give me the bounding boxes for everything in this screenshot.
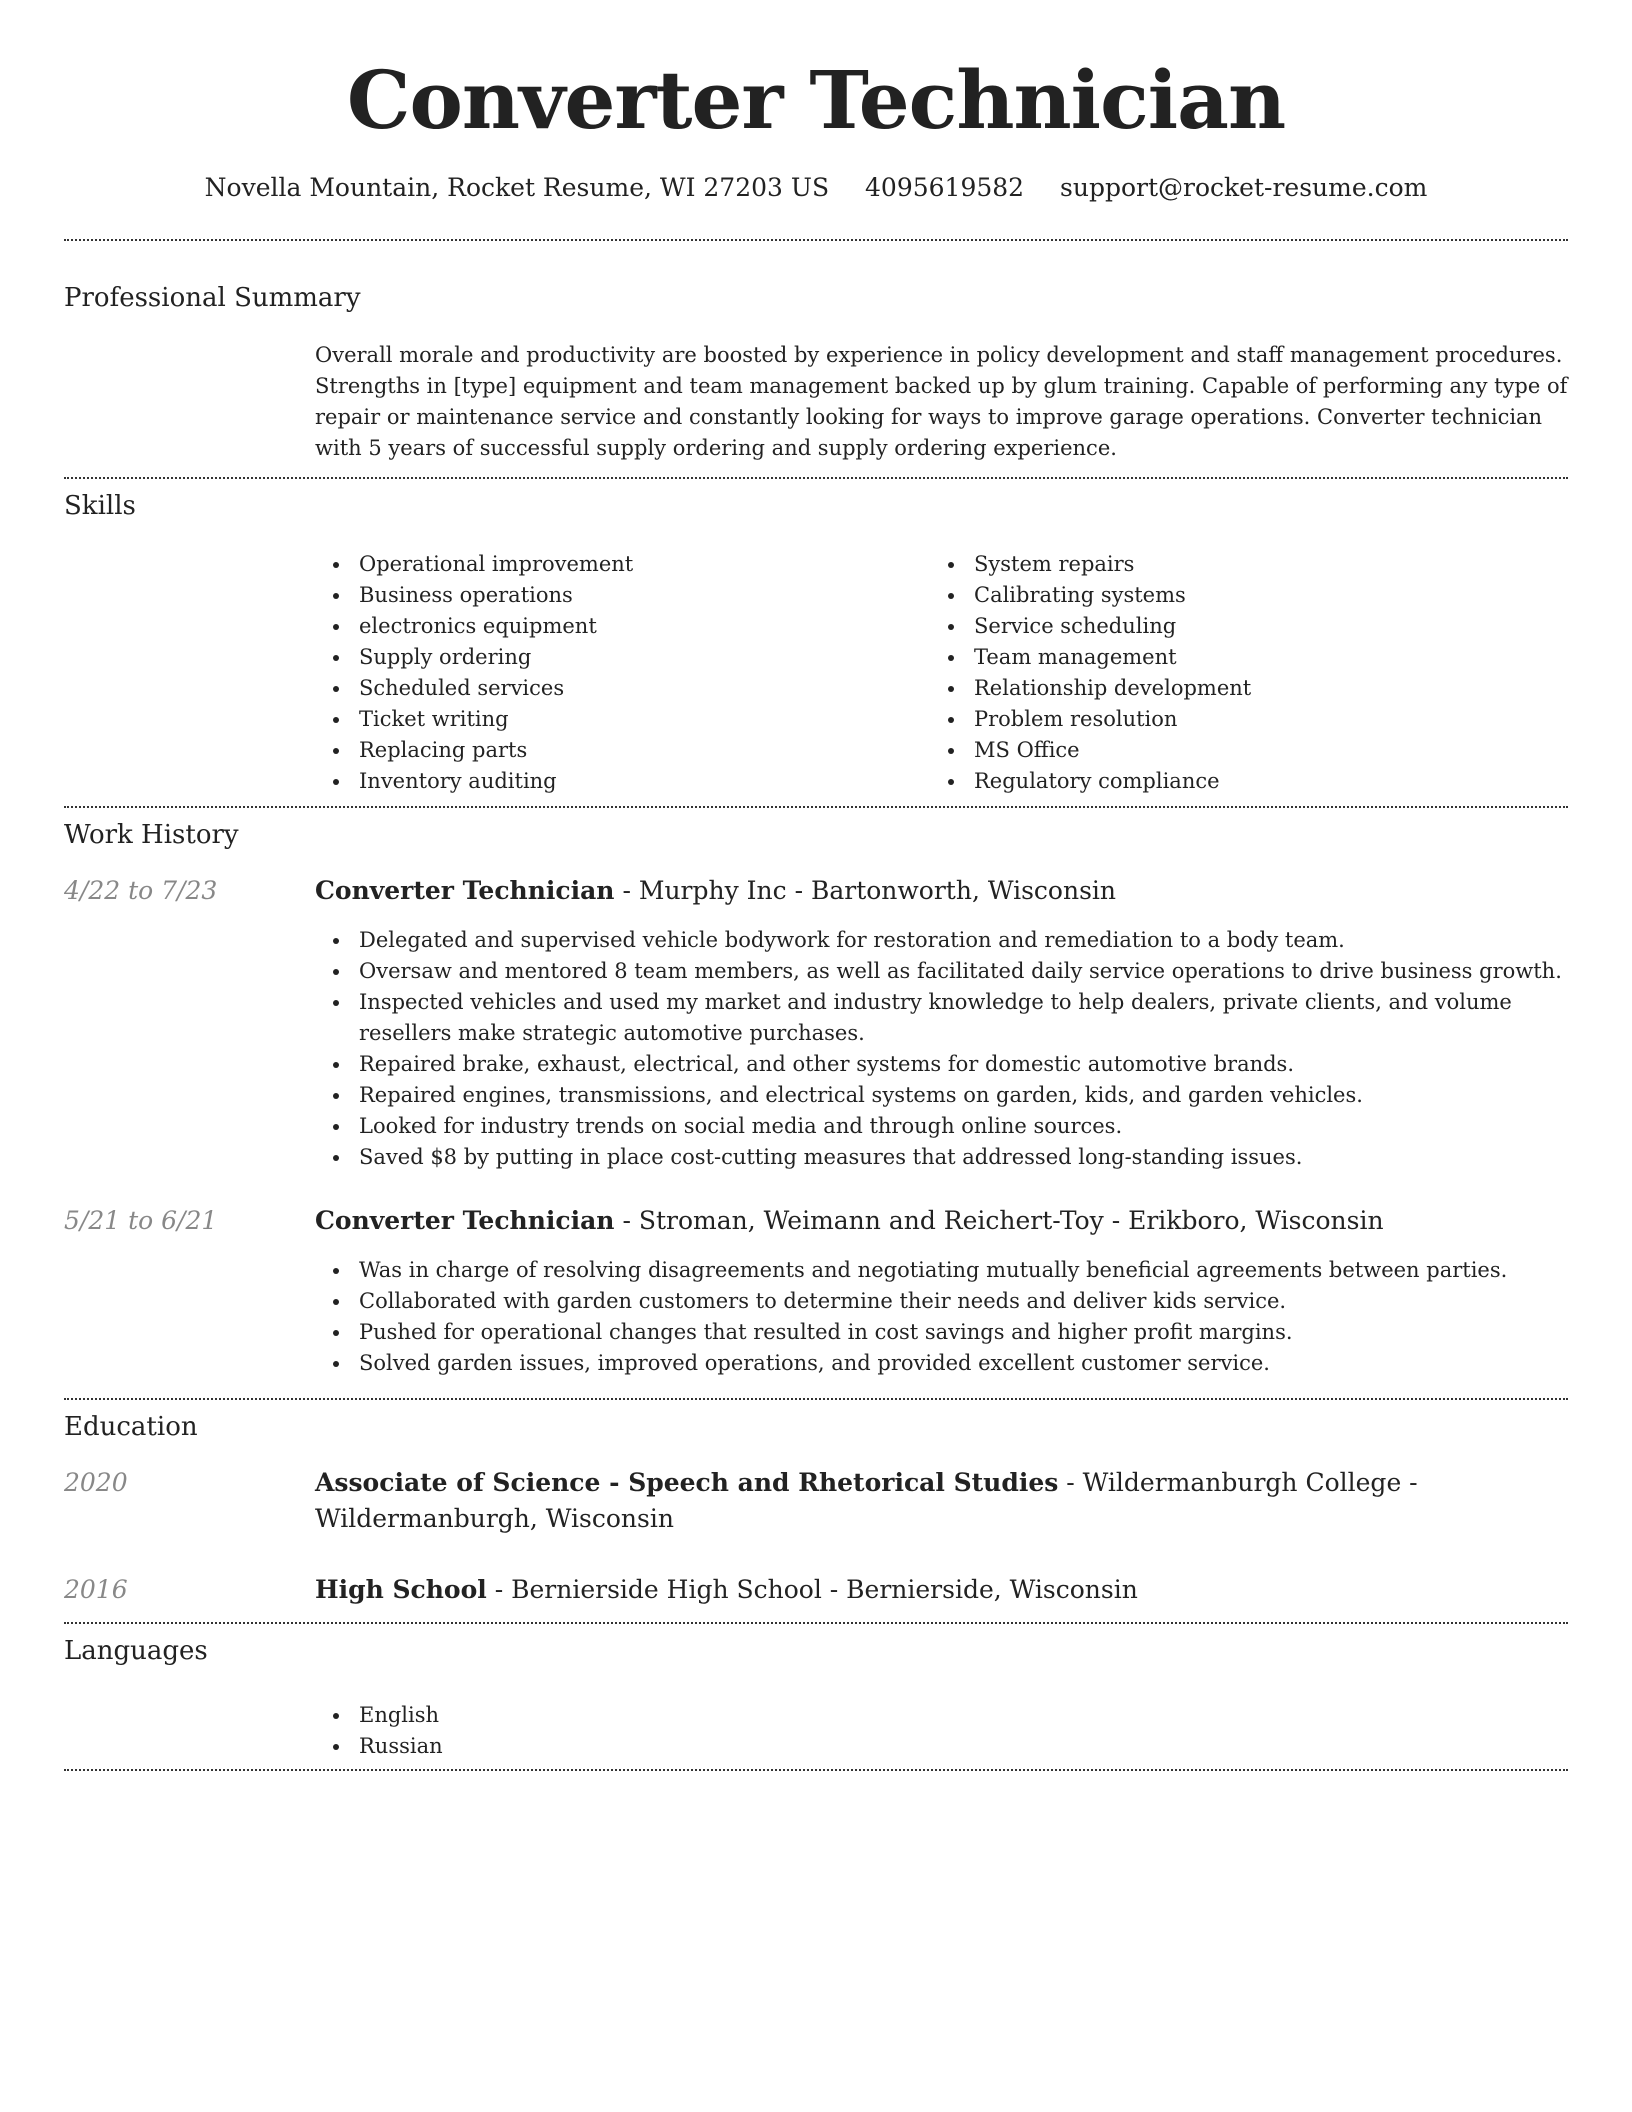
skill-item: Calibrating systems xyxy=(930,580,1530,611)
skill-item: Inventory auditing xyxy=(315,766,915,797)
job-bullet: Was in charge of resolving disagreements and negotiating mutually beneficial agreements between parties. xyxy=(315,1255,1568,1286)
job-bullet: Oversaw and mentored 8 team members, as well as facilitated daily service operations to drive business growth. xyxy=(315,956,1568,987)
skill-item: Business operations xyxy=(315,580,915,611)
education-school: - Bernierside High School - Bernierside, Wisconsin xyxy=(486,1575,1138,1604)
skill-item: Replacing parts xyxy=(315,735,915,766)
education-degree: Associate of Science - Speech and Rhetorical Studies xyxy=(315,1468,1059,1497)
job-bullets xyxy=(315,1255,1568,1379)
skill-item: Ticket writing xyxy=(315,704,915,735)
divider xyxy=(64,806,1568,808)
divider xyxy=(64,1622,1568,1624)
education-school: - Wildermanburgh College - Wildermanburgh, Wisconsin xyxy=(315,1468,1418,1533)
job-bullet: Delegated and supervised vehicle bodywork for restoration and remediation to a body team. xyxy=(315,925,1568,956)
job-employer: - Murphy Inc - Bartonworth, Wisconsin xyxy=(614,876,1117,905)
skills-heading: Skills xyxy=(64,491,136,521)
education-year: 2016 xyxy=(64,1575,128,1604)
divider xyxy=(64,477,1568,479)
job-bullet: Looked for industry trends on social media and through online sources. xyxy=(315,1111,1568,1142)
job-bullet: Collaborated with garden customers to determine their needs and deliver kids service. xyxy=(315,1286,1568,1317)
divider xyxy=(64,1398,1568,1400)
education-heading: Education xyxy=(64,1412,198,1442)
job-employer: - Stroman, Weimann and Reichert-Toy - Erikboro, Wisconsin xyxy=(614,1206,1384,1235)
education-entry xyxy=(315,1465,1495,1537)
divider xyxy=(64,1769,1568,1771)
divider xyxy=(64,239,1568,241)
skill-item: electronics equipment xyxy=(315,611,915,642)
job-bullet: Repaired engines, transmissions, and electrical systems on garden, kids, and garden vehicles. xyxy=(315,1080,1568,1111)
skill-item: MS Office xyxy=(930,735,1530,766)
job-bullet: Repaired brake, exhaust, electrical, and other systems for domestic automotive brands. xyxy=(315,1049,1568,1080)
languages-heading: Languages xyxy=(64,1636,208,1666)
skill-item: Problem resolution xyxy=(930,704,1530,735)
education-entry xyxy=(315,1572,1495,1608)
summary-text: Overall morale and productivity are boosted by experience in policy development and staff management procedures. Strengths in [type] equipment and team management backed up by glum training. Capable of performing any type of repair or maintenance service and constantly looking for ways to improve garage operations. Converter technician with 5 years of successful supply ordering and supply ordering experience. xyxy=(315,343,1568,460)
skill-item: Operational improvement xyxy=(315,549,915,580)
skill-item: Service scheduling xyxy=(930,611,1530,642)
skill-item: Regulatory compliance xyxy=(930,766,1530,797)
contact-phone: 4095619582 xyxy=(865,173,1025,202)
job-title xyxy=(315,1203,1568,1239)
skills-list-right xyxy=(930,549,1530,797)
job-bullet: Pushed for operational changes that resulted in cost savings and higher profit margins. xyxy=(315,1317,1568,1348)
education-degree: High School xyxy=(315,1575,487,1604)
contact-line xyxy=(64,170,1568,206)
job-bullet: Inspected vehicles and used my market and industry knowledge to help dealers, private clients, and volume resellers make strategic automotive purchases. xyxy=(315,987,1568,1049)
education-year: 2020 xyxy=(64,1468,128,1497)
skill-item: System repairs xyxy=(930,549,1530,580)
skills-list-left xyxy=(315,549,915,797)
job-bullet: Solved garden issues, improved operations, and provided excellent customer service. xyxy=(315,1348,1568,1379)
skill-item: Supply ordering xyxy=(315,642,915,673)
skill-item: Scheduled services xyxy=(315,673,915,704)
job-role: Converter Technician xyxy=(315,1206,615,1235)
candidate-name: Converter Technician xyxy=(346,53,1286,147)
languages-list xyxy=(315,1700,915,1762)
job-bullets xyxy=(315,925,1568,1173)
summary-heading: Professional Summary xyxy=(64,283,361,313)
language-item: Russian xyxy=(315,1731,915,1762)
language-item: English xyxy=(315,1700,915,1731)
job-role: Converter Technician xyxy=(315,876,615,905)
work-heading: Work History xyxy=(64,820,239,850)
skill-item: Team management xyxy=(930,642,1530,673)
contact-address: Novella Mountain, Rocket Resume, WI 27203 US xyxy=(204,173,830,202)
job-bullet: Saved $8 by putting in place cost-cutting measures that addressed long-standing issues. xyxy=(315,1142,1568,1173)
job-title xyxy=(315,873,1568,909)
job-dates: 5/21 to 6/21 xyxy=(64,1206,218,1235)
skill-item: Relationship development xyxy=(930,673,1530,704)
job-dates: 4/22 to 7/23 xyxy=(64,876,218,905)
contact-email: support@rocket-resume.com xyxy=(1060,173,1428,202)
